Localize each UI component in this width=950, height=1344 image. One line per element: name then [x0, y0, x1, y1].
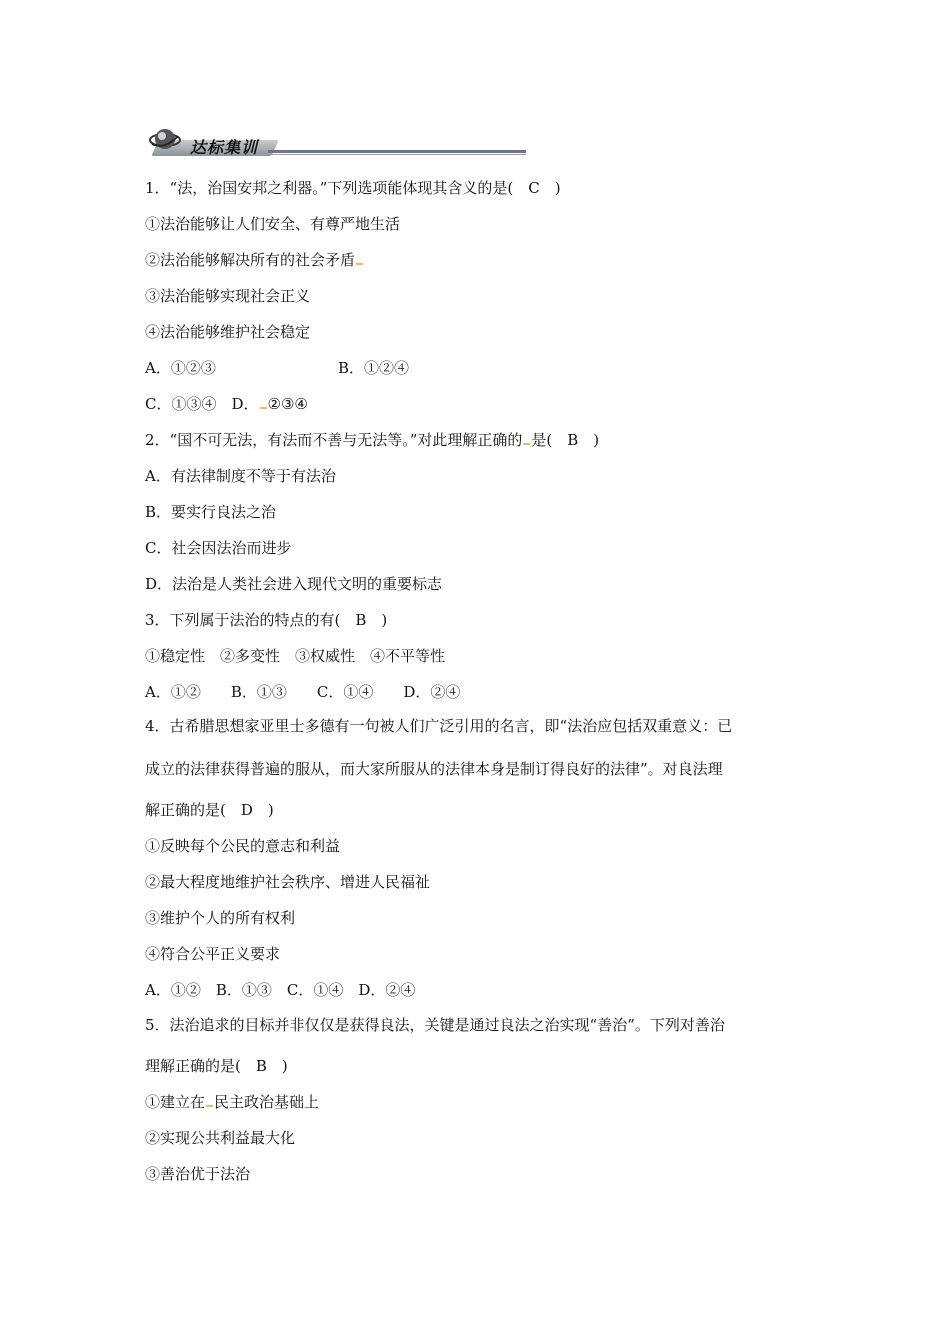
- question-3-items: ①稳定性 ②多变性 ③权威性 ④不平等性: [145, 647, 446, 665]
- question-1-option-b: B．①②④: [338, 359, 410, 377]
- question-5-item-1-a: ①建立在: [145, 1093, 206, 1111]
- question-4-stem-line-1: 4．古希腊思想家亚里士多德有一句被人们广泛引用的名言，即“法治应包括双重意义：已: [145, 717, 733, 735]
- banner-rule: [268, 150, 526, 153]
- question-5-item-3: ③善治优于法治: [145, 1165, 251, 1183]
- question-1-item-1: ①法治能够让人们安全、有尊严地生活: [145, 215, 401, 233]
- globe-icon: [147, 124, 183, 156]
- question-5-item-1-b: 民主政治基础上: [214, 1093, 320, 1111]
- question-1-item-2-text: ②法治能够解决所有的社会矛盾: [145, 251, 356, 269]
- question-2-option-b: B．要实行良法之治: [145, 503, 277, 521]
- question-2-option-a: A．有法律制度不等于有法治: [145, 467, 336, 485]
- edit-mark: [356, 263, 363, 265]
- question-5-item-1: [145, 1092, 319, 1112]
- question-2-stem-a: 2．“国不可无法，有法而不善与无法等。”对此理解正确的: [145, 431, 523, 449]
- question-1-item-4: ④法治能够维护社会稳定: [145, 323, 311, 341]
- question-1-option-d: ②③④: [267, 395, 308, 413]
- question-2-option-c: C．社会因法治而进步: [145, 539, 292, 557]
- edit-mark: [206, 1105, 213, 1107]
- question-5-item-2: ②实现公共利益最大化: [145, 1129, 296, 1147]
- question-4-stem-line-2: 成立的法律获得普遍的服从，而大家所服从的法律本身是制订得良好的法律”。对良法理: [145, 760, 723, 778]
- question-1-item-2: [145, 250, 364, 270]
- question-4-item-3: ③维护个人的所有权利: [145, 909, 296, 927]
- banner-rule-thin: [251, 154, 526, 155]
- question-5-stem-line-2: 理解正确的是( B ): [145, 1057, 288, 1075]
- question-1-option-a: A．①②③: [145, 359, 216, 377]
- question-5-stem-line-1: 5．法治追求的目标并非仅仅是获得良法，关键是通过良法之治实现“善治”。下列对善治: [145, 1016, 725, 1034]
- question-4-item-1: ①反映每个公民的意志和利益: [145, 837, 341, 855]
- question-4-options: A．①② B．①③ C．①④ D．②④: [145, 981, 416, 999]
- question-3-stem: 3．下列属于法治的特点的有( B ): [145, 611, 388, 629]
- question-1-item-3: ③法治能够实现社会正义: [145, 287, 311, 305]
- question-4-item-2: ②最大程度地维护社会秩序、增进人民福祉: [145, 873, 431, 891]
- question-4-item-4: ④符合公平正义要求: [145, 945, 281, 963]
- edit-mark: [523, 443, 530, 445]
- section-title: 达标集训: [190, 138, 259, 157]
- question-3-options: A．①② B．①③ C．①④ D．②④: [145, 683, 461, 701]
- edit-mark: [260, 407, 267, 409]
- question-4-stem-line-3: 解正确的是( D ): [145, 801, 274, 819]
- question-2-stem-b: 是( B ): [531, 431, 600, 449]
- question-1-option-c: C．①③④ D．: [145, 395, 259, 413]
- question-1-options-cd: [145, 394, 308, 414]
- question-2-stem: [145, 430, 599, 450]
- section-banner: [143, 124, 528, 160]
- question-1-stem: 1．“法，治国安邦之利器。”下列选项能体现其含义的是( C ): [145, 179, 561, 197]
- question-2-option-d: D．法治是人类社会进入现代文明的重要标志: [145, 575, 443, 593]
